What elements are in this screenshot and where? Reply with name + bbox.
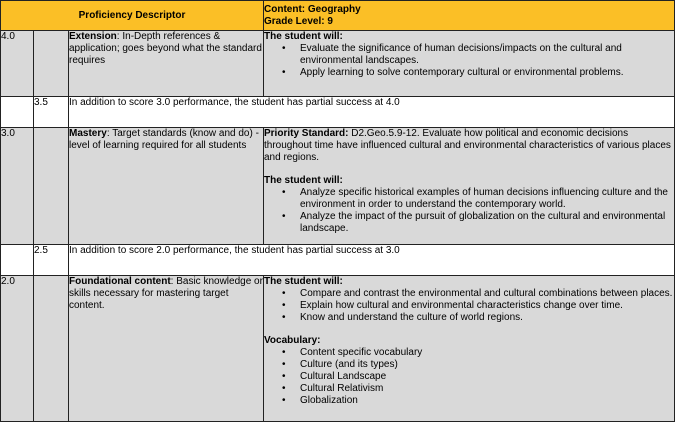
- vocabulary-item: • Content specific vocabulary: [292, 347, 674, 359]
- subscore-label: 3.5: [34, 97, 69, 128]
- score-row-3-0: [1, 128, 675, 245]
- score-row-2-0: [1, 276, 675, 422]
- descriptor-heading-cell: [1, 1, 264, 31]
- list-item: • Analyze the impact of the pursuit of globalization on the cultural and environmental landscape.: [292, 211, 674, 235]
- bullet-list: [264, 288, 674, 324]
- subscore-label: 2.5: [34, 245, 69, 276]
- vocabulary-item: • Cultural Relativism: [292, 383, 674, 395]
- content-cell: [264, 31, 675, 97]
- descriptor-title: Extension: [69, 31, 117, 42]
- list-item: • Evaluate the significance of human decisions/impacts on the cultural and environmental landscapes.: [292, 43, 674, 67]
- empty-score-cell: [1, 245, 34, 276]
- score-row-4-0: [1, 31, 675, 97]
- student-will-lead: The student will:: [264, 31, 343, 42]
- descriptor-heading: Proficiency Descriptor: [78, 9, 186, 21]
- priority-standard-text: D2.Geo.5.9-12. Evaluate how political and economic decisions throughout time have influenced cultural and environmental characteristics of various places and regions.: [264, 128, 671, 163]
- empty-subscore-cell: [34, 31, 69, 97]
- content-heading-cell: [264, 1, 675, 31]
- partial-success-text: In addition to score 3.0 performance, the student has partial success at 4.0: [69, 97, 675, 128]
- descriptor-title: Mastery: [69, 128, 107, 139]
- empty-subscore-cell: [34, 128, 69, 245]
- student-will-lead: The student will:: [264, 175, 343, 186]
- descriptor-title: Foundational content: [69, 276, 171, 287]
- score-label: 2.0: [1, 276, 34, 422]
- empty-score-cell: [1, 97, 34, 128]
- bullet-list: [264, 187, 674, 235]
- priority-standard-label: Priority Standard:: [264, 128, 349, 139]
- vocabulary-lead: Vocabulary:: [264, 335, 321, 346]
- descriptor-text: : Target standards (know and do) - level of learning required for all students: [69, 128, 259, 151]
- header-row: [1, 1, 675, 31]
- list-item: • Know and understand the culture of world regions.: [292, 312, 674, 324]
- score-row-2-5: [1, 245, 675, 276]
- descriptor-cell: [69, 31, 264, 97]
- list-item: • Explain how cultural and environmental characteristics change over time.: [292, 300, 674, 312]
- vocabulary-item: • Culture (and its types): [292, 359, 674, 371]
- score-label: 4.0: [1, 31, 34, 97]
- content-heading: Content: Geography: [264, 4, 361, 15]
- content-cell: [264, 276, 675, 422]
- bullet-list: [264, 43, 674, 79]
- vocabulary-item: • Cultural Landscape: [292, 371, 674, 383]
- priority-standard: [264, 128, 674, 164]
- grade-level-heading: Grade Level: 9: [264, 16, 333, 27]
- list-item: • Compare and contrast the environmental and cultural combinations between places.: [292, 288, 674, 300]
- descriptor-cell: [69, 276, 264, 422]
- content-cell: [264, 128, 675, 245]
- descriptor-text: : In-Depth references & application; goes beyond what the standard requires: [69, 31, 262, 66]
- list-item: • Apply learning to solve contemporary cultural or environmental problems.: [292, 67, 674, 79]
- score-row-3-5: [1, 97, 675, 128]
- descriptor-text: : Basic knowledge or skills necessary for mastering target content.: [69, 276, 263, 311]
- vocabulary-list: [264, 347, 674, 407]
- partial-success-text: In addition to score 2.0 performance, the student has partial success at 3.0: [69, 245, 675, 276]
- empty-subscore-cell: [34, 276, 69, 422]
- list-item: • Analyze specific historical examples of human decisions influencing culture and the environment in order to understand the contemporary world.: [292, 187, 674, 211]
- vocabulary-item: • Globalization: [292, 395, 674, 407]
- score-label: 3.0: [1, 128, 34, 245]
- descriptor-cell: [69, 128, 264, 245]
- student-will-lead: The student will:: [264, 276, 343, 287]
